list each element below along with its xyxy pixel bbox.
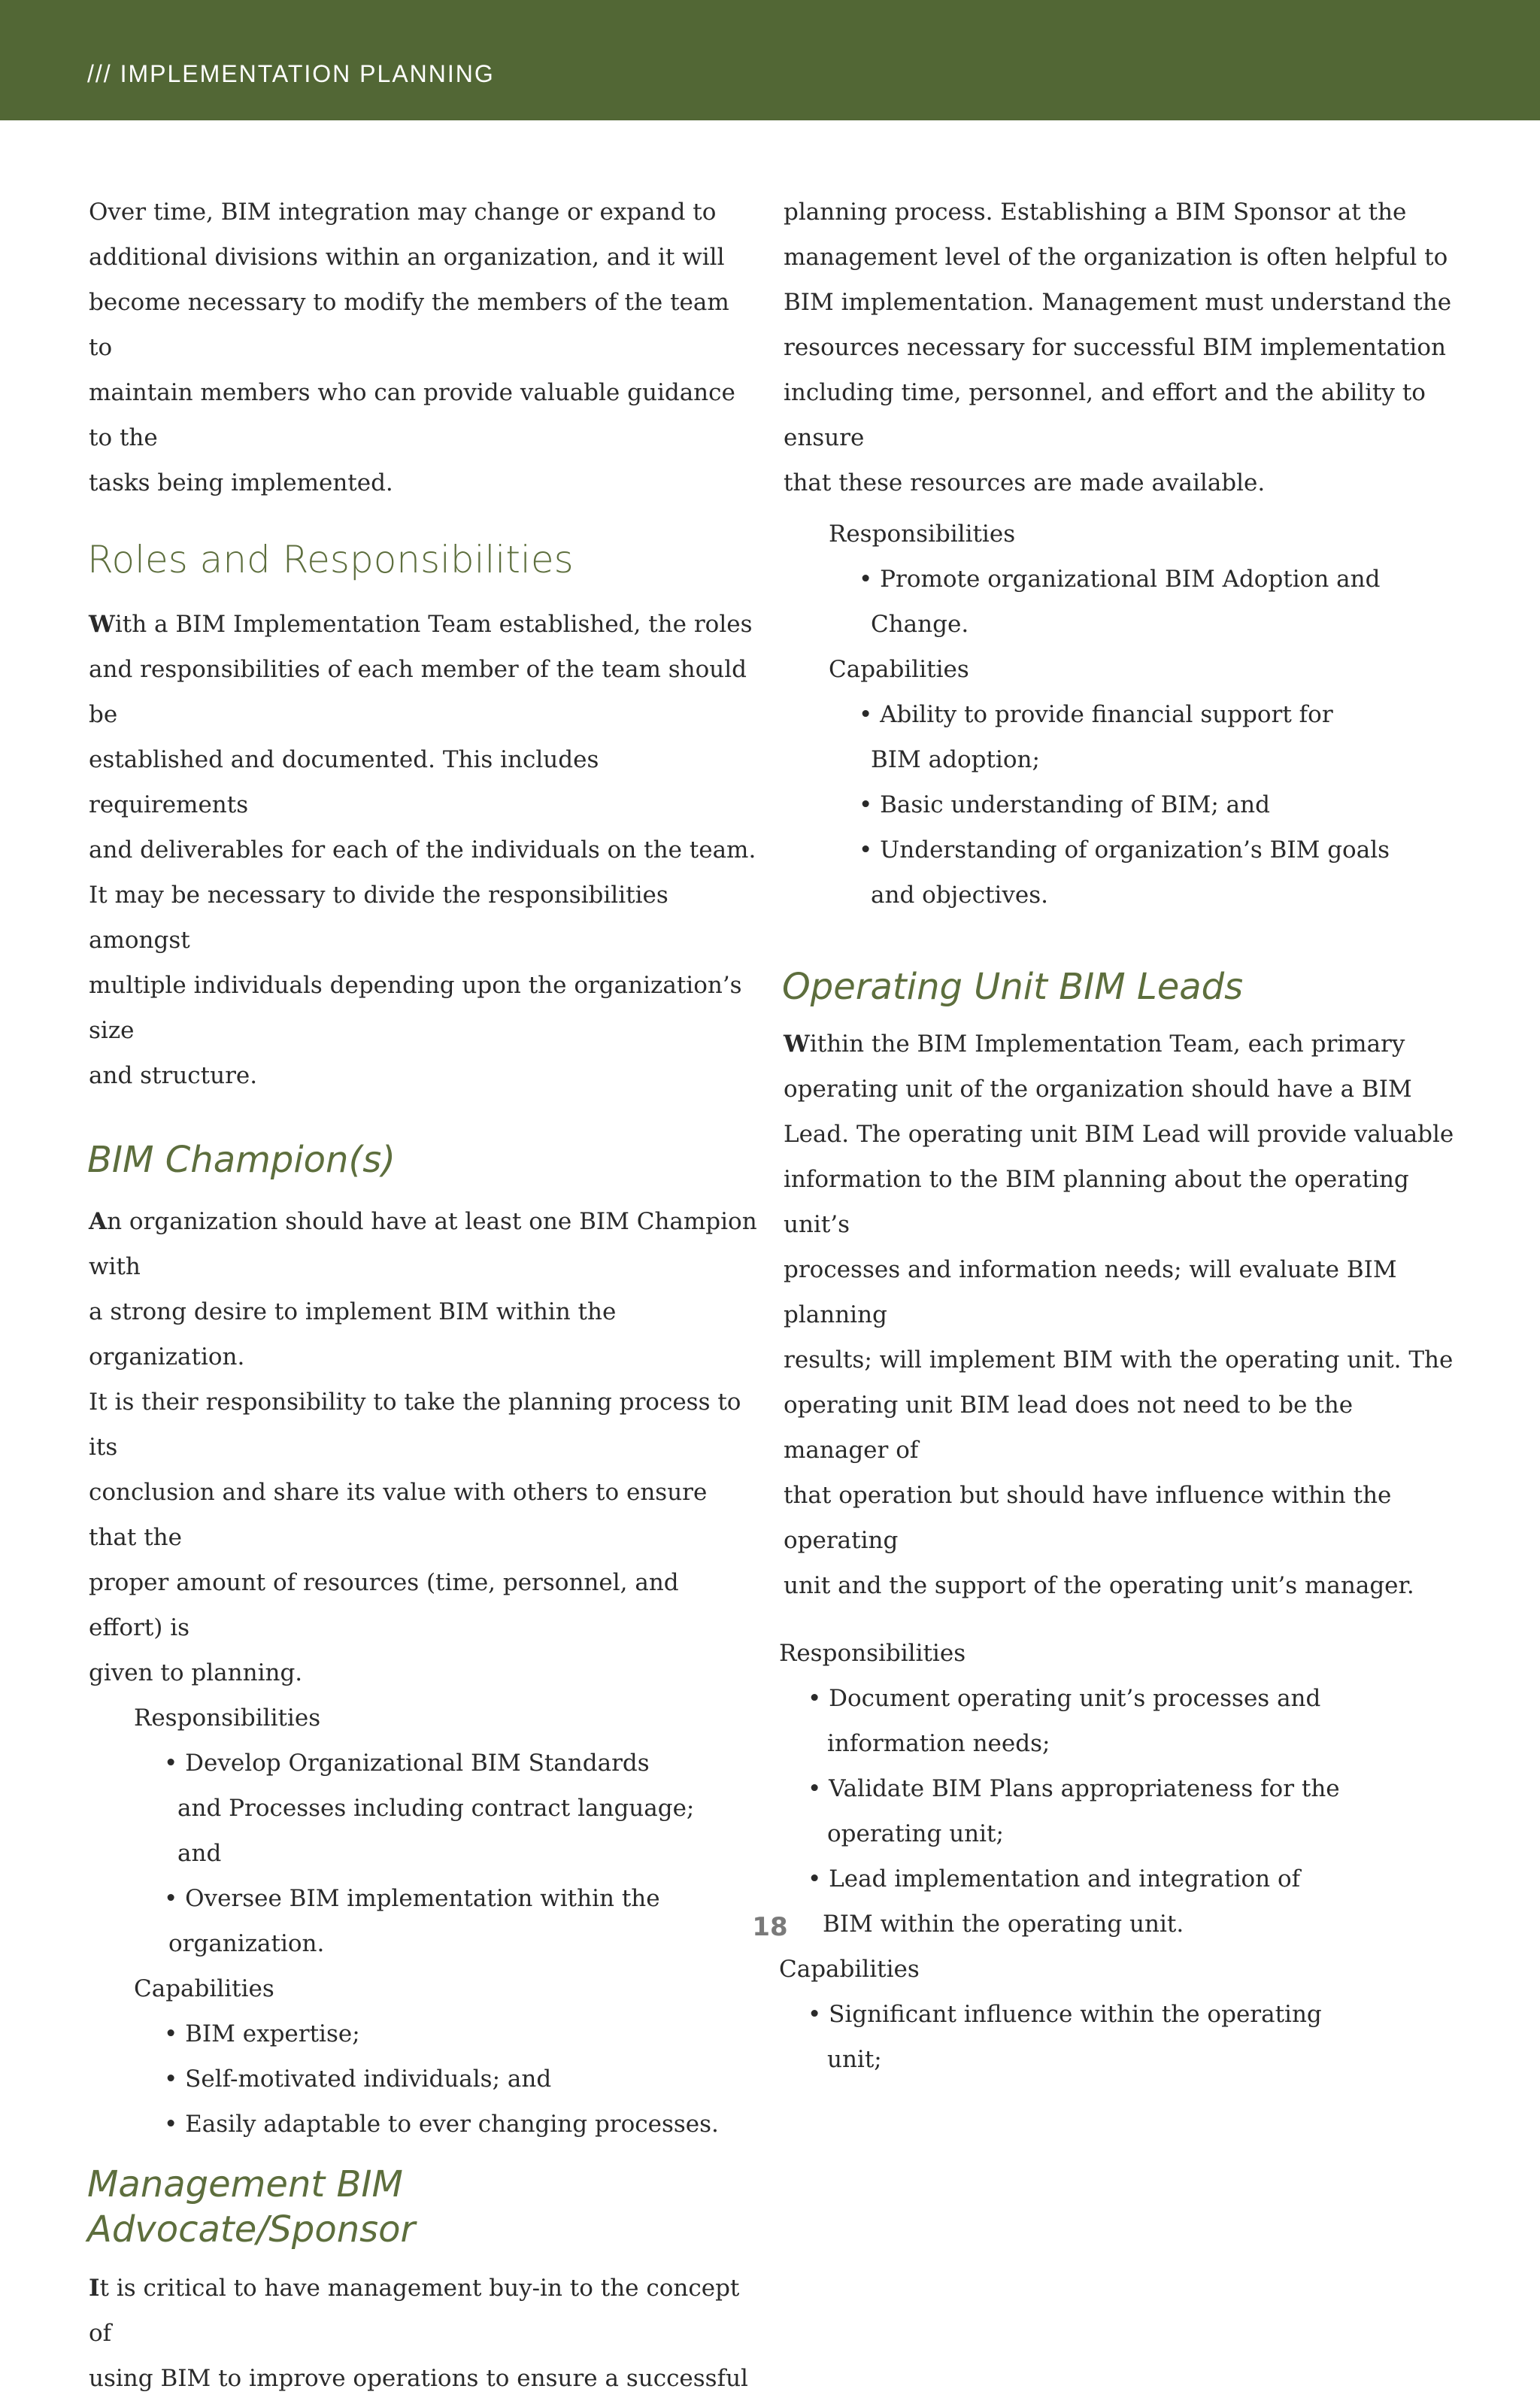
text-line: maintain members who can provide valuable guidance to the	[89, 379, 735, 451]
heading-line: Management BIM	[87, 2163, 403, 2205]
text-line: Lead. The operating unit BIM Lead will provide valuable	[784, 1121, 1454, 1148]
text-line: operating unit of the organization should have a BIM	[784, 1076, 1412, 1103]
list-item-continuation: and Processes including contract language;	[177, 1795, 695, 1822]
champion-paragraph	[89, 1199, 759, 1695]
text-line: Over time, BIM integration may change or expand to	[89, 199, 717, 226]
list-item-continuation: BIM adoption;	[871, 746, 1040, 773]
management-heading	[87, 2162, 759, 2252]
list-item-continuation: BIM within the operating unit.	[823, 1911, 1184, 1938]
list-item: • Significant influence within the operating	[808, 2001, 1322, 2028]
header-band	[0, 0, 1540, 120]
text-line: proper amount of resources (time, personnel, and effort) is	[89, 1569, 679, 1641]
champion-heading: BIM Champion(s)	[87, 1139, 396, 1181]
list-item: • Lead implementation and integration of	[808, 1865, 1301, 1893]
responsibilities-label: Responsibilities	[829, 521, 1016, 548]
text-line: conclusion and share its value with others to ensure that the	[89, 1479, 708, 1551]
management-list	[784, 511, 1460, 918]
operating-unit-paragraph	[784, 1021, 1460, 1608]
right-column	[779, 190, 1460, 2082]
list-item: • Develop Organizational BIM Standards	[164, 1750, 650, 1777]
list-item: • Understanding of organization’s BIM goals	[859, 836, 1390, 864]
list-item-continuation: operating unit;	[827, 1820, 1004, 1847]
text-line: tasks being implemented.	[89, 469, 393, 496]
capabilities-label: Capabilities	[779, 1956, 920, 1983]
roles-heading: Roles and Responsibilities	[87, 538, 574, 581]
text-line: It is their responsibility to take the planning process to its	[89, 1389, 741, 1461]
text-line: and structure.	[89, 1062, 258, 1089]
drop-letter: A	[89, 1208, 108, 1235]
list-item: • Document operating unit’s processes and	[808, 1685, 1321, 1712]
management-paragraph	[89, 2266, 759, 2401]
list-item: • Self-motivated individuals; and	[164, 2066, 552, 2093]
text-line: ithin the BIM Implementation Team, each primary	[809, 1031, 1405, 1058]
list-item-continuation: and	[177, 1840, 222, 1867]
text-line: that these resources are made available.	[784, 469, 1266, 496]
management-continued-paragraph	[784, 190, 1460, 505]
text-line: resources necessary for successful BIM implementation	[784, 334, 1446, 361]
list-item: • Easily adaptable to ever changing processes.	[164, 2111, 719, 2138]
list-item: • Ability to provide financial support for	[859, 701, 1333, 728]
text-line: It may be necessary to divide the responsibilities amongst	[89, 882, 668, 954]
operating-unit-heading: Operating Unit BIM Leads	[782, 966, 1244, 1008]
list-item-continuation: Change.	[871, 611, 969, 638]
drop-letter: W	[784, 1031, 810, 1058]
list-item-continuation: unit;	[827, 2046, 882, 2073]
roles-paragraph	[89, 602, 759, 1098]
capabilities-label: Capabilities	[134, 1975, 274, 2002]
list-item: • BIM expertise;	[164, 2020, 360, 2047]
text-line: become necessary to modify the members of the team to	[89, 289, 729, 361]
list-item-continuation: and objectives.	[871, 882, 1048, 909]
operating-unit-list	[779, 1631, 1460, 2082]
text-line: BIM implementation. Management must understand the	[784, 289, 1452, 316]
intro-paragraph	[89, 190, 759, 505]
list-item-continuation: organization.	[168, 1930, 325, 1957]
text-line: management level of the organization is often helpful to	[784, 244, 1448, 271]
list-item: • Basic understanding of BIM; and	[859, 791, 1270, 818]
text-line: and responsibilities of each member of the team should be	[89, 656, 747, 728]
text-line: t is critical to have management buy-in to the concept of	[89, 2275, 740, 2347]
text-line: that operation but should have influence within the operating	[784, 1482, 1392, 1554]
text-line: information to the BIM planning about the operating unit’s	[784, 1166, 1409, 1238]
drop-letter: I	[89, 2275, 100, 2302]
list-item-continuation: information needs;	[827, 1730, 1050, 1757]
text-line: using BIM to improve operations to ensure a successful	[89, 2365, 748, 2392]
text-line: multiple individuals depending upon the organization’s size	[89, 972, 742, 1044]
capabilities-label: Capabilities	[829, 656, 969, 683]
text-line: unit and the support of the operating unit’s manager.	[784, 1572, 1414, 1599]
text-line: additional divisions within an organization, and it will	[89, 244, 725, 271]
text-line: given to planning.	[89, 1659, 303, 1686]
text-line: operating unit BIM lead does not need to be the manager of	[784, 1392, 1354, 1464]
text-line: established and documented. This includes requirements	[89, 746, 599, 818]
left-column	[89, 190, 759, 2401]
text-line: a strong desire to implement BIM within the organization.	[89, 1298, 617, 1370]
drop-letter: W	[89, 611, 115, 638]
text-line: ith a BIM Implementation Team established, the roles	[114, 611, 753, 638]
heading-line: Advocate/Sponsor	[87, 2208, 416, 2251]
page-number: 18	[752, 1912, 788, 1942]
text-line: and deliverables for each of the individuals on the team.	[89, 836, 756, 864]
text-line: processes and information needs; will evaluate BIM planning	[784, 1256, 1397, 1328]
responsibilities-label: Responsibilities	[134, 1704, 321, 1732]
text-line: results; will implement BIM with the operating unit. The	[784, 1346, 1454, 1374]
text-line: planning process. Establishing a BIM Sponsor at the	[784, 199, 1407, 226]
list-item: • Validate BIM Plans appropriateness for the	[808, 1775, 1340, 1802]
responsibilities-label: Responsibilities	[779, 1640, 966, 1667]
list-item: • Oversee BIM implementation within the	[164, 1885, 660, 1912]
text-line: including time, personnel, and effort and the ability to ensure	[784, 379, 1426, 451]
text-line: n organization should have at least one BIM Champion with	[89, 1208, 757, 1280]
list-item: • Promote organizational BIM Adoption and	[859, 566, 1381, 593]
section-header-title: /// IMPLEMENTATION PLANNING	[87, 60, 495, 87]
